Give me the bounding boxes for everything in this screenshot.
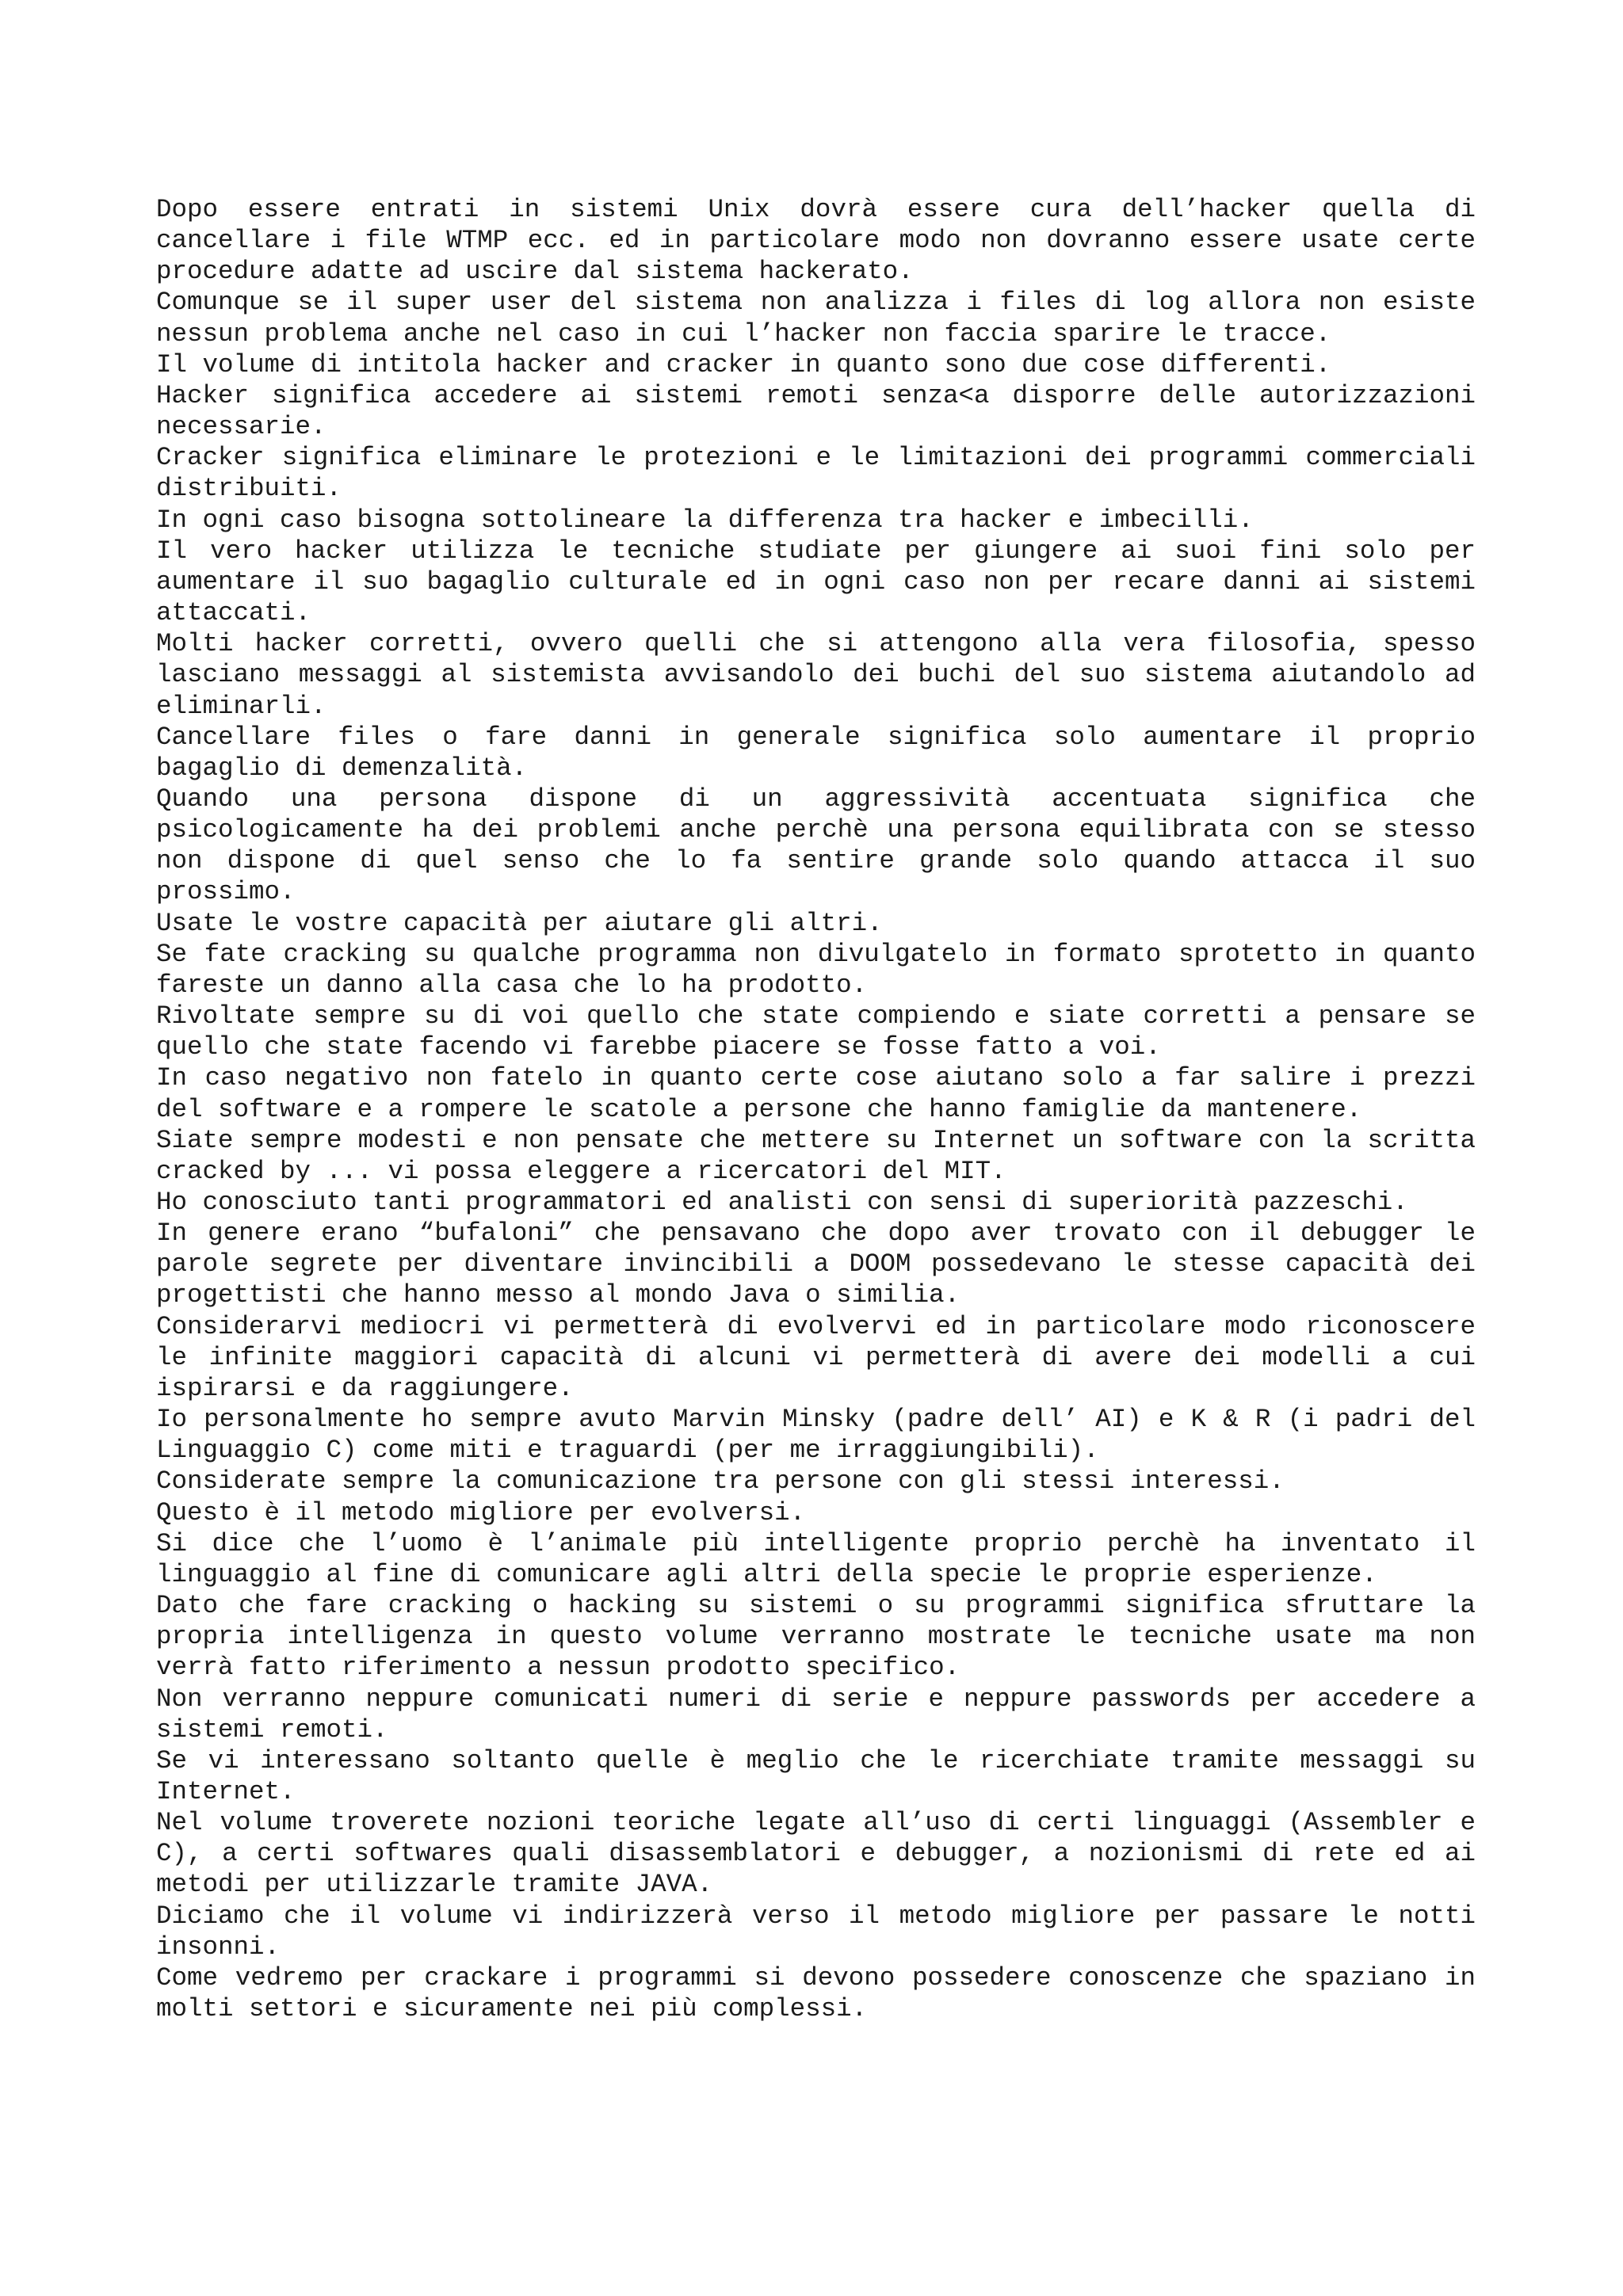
paragraph: Molti hacker corretti, ovvero quelli che si attengono alla vera filosofia, spesso lasciano messaggi al sistemista avvisandolo dei buchi del suo sistema aiutandolo ad eliminarli. (156, 629, 1476, 721)
paragraph: Il volume di intitola hacker and cracker in quanto sono due cose differenti. (156, 349, 1331, 379)
paragraph: Io personalmente ho sempre avuto Marvin Minsky (padre dell’ AI) e K & R (i padri del Linguaggio C) come miti e traguardi (per me irraggiungibili). (156, 1405, 1476, 1466)
paragraph: Questo è il metodo migliore per evolversi. (156, 1497, 806, 1527)
paragraph: Diciamo che il volume vi indirizzerà verso il metodo migliore per passare le notti insonni. (156, 1901, 1476, 1962)
paragraph: Hacker significa accedere ai sistemi remoti senza<a disporre delle autorizzazioni necessarie. (156, 380, 1476, 442)
paragraph: Dopo essere entrati in sistemi Unix dovrà essere cura dell’hacker quella di cancellare i file WTMP ecc. ed in particolare modo non dovranno essere usate certe procedure adatte ad uscire dal sistema hackerato. (156, 195, 1476, 287)
paragraph: Rivoltate sempre su di voi quello che state compiendo e siate corretti a pensare se quello che state facendo vi farebbe piacere se fosse fatto a voi. (156, 1001, 1476, 1062)
paragraph: Cracker significa eliminare le protezioni e le limitazioni dei programmi commerciali distribuiti. (156, 443, 1476, 504)
paragraph: Cancellare files o fare danni in generale significa solo aumentare il proprio bagaglio di demenzalità. (156, 722, 1476, 783)
paragraph: Comunque se il super user del sistema non analizza i files di log allora non esiste nessun problema anche nel caso in cui l’hacker non faccia sparire le tracce. (156, 288, 1476, 349)
paragraph: Ho conosciuto tanti programmatori ed analisti con sensi di superiorità pazzeschi. (156, 1188, 1408, 1217)
paragraph: Come vedremo per crackare i programmi si devono possedere conoscenze che spaziano in molti settori e sicuramente nei più complessi. (156, 1962, 1476, 2024)
paragraph: Usate le vostre capacità per aiutare gli altri. (156, 908, 883, 938)
paragraph: Si dice che l’uomo è l’animale più intelligente proprio perchè ha inventato il linguaggio al fine di comunicare agli altri della specie le proprie esperienze. (156, 1528, 1476, 1589)
paragraph: Se fate cracking su qualche programma non divulgatelo in formato sprotetto in quanto fareste un danno alla casa che lo ha prodotto. (156, 939, 1476, 1000)
paragraph: Dato che fare cracking o hacking su sistemi o su programmi significa sfruttare la propria intelligenza in questo volume verranno mostrate le tecniche usate ma non verrà fatto riferimento a nessun prodotto specifico. (156, 1591, 1476, 1683)
paragraph: Non verranno neppure comunicati numeri di serie e neppure passwords per accedere a sistemi remoti. (156, 1684, 1476, 1745)
paragraph: Quando una persona dispone di un aggressività accentuata significa che psicologicamente ha dei problemi anche perchè una persona equilibrata con se stesso non dispone di quel senso che lo fa sentire grande solo quando attacca il suo prossimo. (156, 784, 1476, 907)
paragraph: Il vero hacker utilizza le tecniche studiate per giungere ai suoi fini solo per aumentare il suo bagaglio culturale ed in ogni caso non per recare danni ai sistemi attaccati. (156, 536, 1476, 628)
body-text (156, 194, 1476, 2024)
paragraph: Se vi interessano soltanto quelle è meglio che le ricerchiate tramite messaggi su Internet. (156, 1745, 1476, 1806)
paragraph: Considerarvi mediocri vi permetterà di evolvervi ed in particolare modo riconoscere le infinite maggiori capacità di alcuni vi permetterà di avere dei modelli a cui ispirarsi e da raggiungere. (156, 1311, 1476, 1403)
paragraph: In genere erano “bufaloni” che pensavano che dopo aver trovato con il debugger le parole segrete per diventare invincibili a DOOM possedevano le stesse capacità dei progettisti che hanno messo al mondo Java o similia. (156, 1219, 1476, 1310)
paragraph: Siate sempre modesti e non pensate che mettere su Internet un software con la scritta cracked by ... vi possa eleggere a ricercatori del MIT. (156, 1125, 1476, 1186)
paragraph: Nel volume troverete nozioni teoriche legate all’uso di certi linguaggi (Assembler e C), a certi softwares quali disassemblatori e debugger, a nozionismi di rete ed ai metodi per utilizzarle tramite JAVA. (156, 1808, 1476, 1900)
paragraph: In ogni caso bisogna sottolineare la differenza tra hacker e imbecilli. (156, 505, 1254, 535)
paragraph: Considerate sempre la comunicazione tra persone con gli stessi interessi. (156, 1466, 1285, 1497)
paragraph: In caso negativo non fatelo in quanto certe cose aiutano solo a far salire i prezzi del software e a rompere le scatole a persone che hanno famiglie da mantenere. (156, 1063, 1476, 1124)
